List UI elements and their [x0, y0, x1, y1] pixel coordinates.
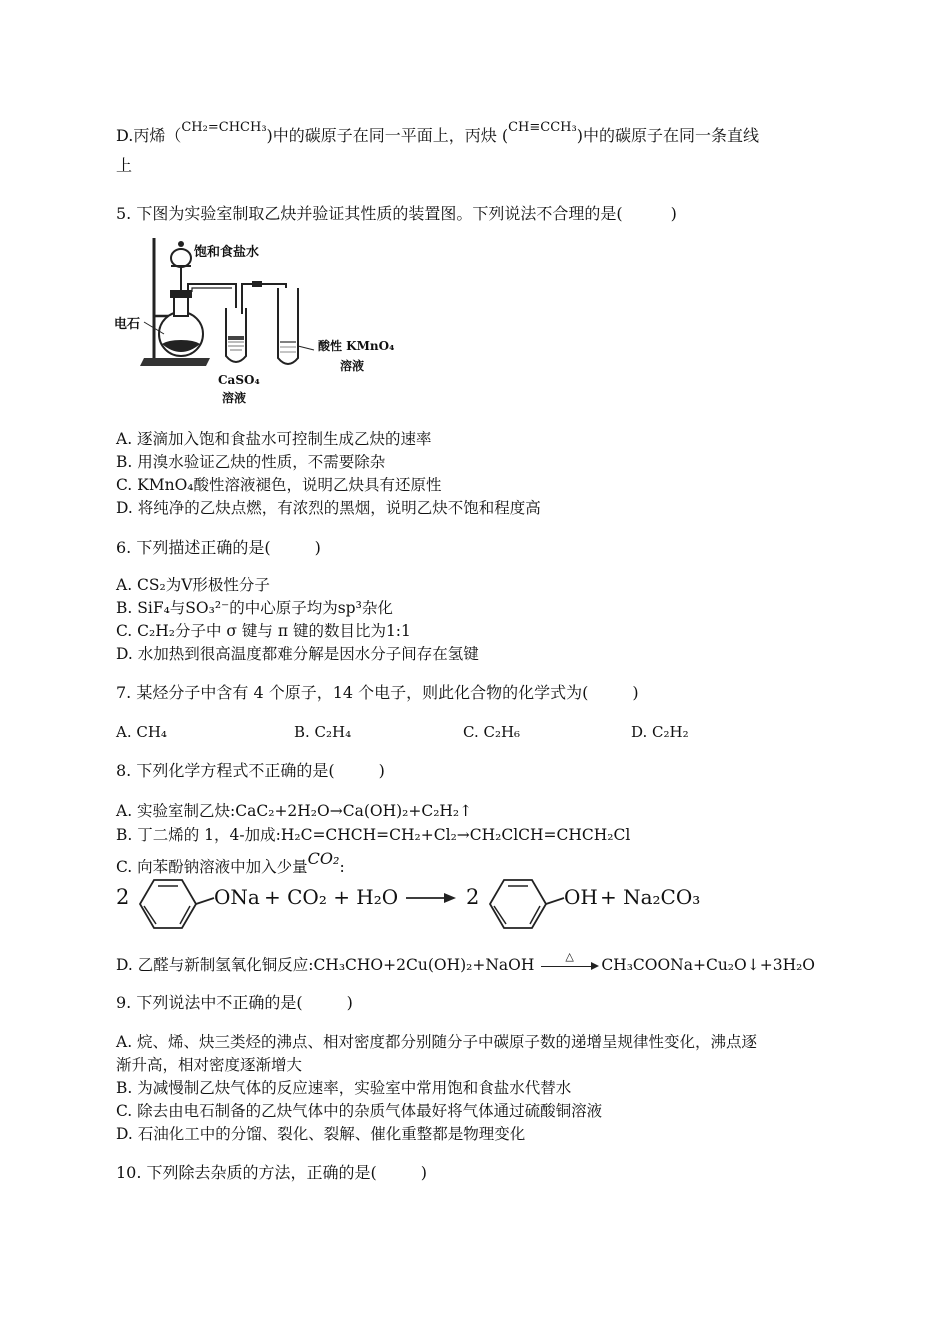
funnel-bulb: [171, 249, 191, 267]
q5-option-d: D. 将纯净的乙炔点燃，有浓烈的黑烟，说明乙炔不饱和程度高: [116, 499, 541, 517]
q4-d-formula-1: CH₂=CHCH₃: [181, 120, 267, 135]
q5-stem-end: ): [670, 204, 677, 223]
label-tube2-a: 酸性 KMnO₄: [318, 339, 395, 353]
funnel-top: [178, 241, 184, 247]
q9-option-c: C. 除去由电石制备的乙炔气体中的杂质气体最好将气体通过硫酸铜溶液: [116, 1102, 603, 1120]
q8-d-right: CH₃COONa+Cu₂O↓+3H₂O: [601, 956, 816, 974]
q4-option-d: [116, 120, 759, 148]
q6-stem: [116, 538, 321, 558]
eq-coef-1: 2: [116, 885, 130, 909]
q9-option-a: A. 烷、烯、炔三类烃的沸点、相对密度都分别随分子中碳原子数的递增呈规律性变化，沸点逐: [116, 1033, 758, 1051]
q9-stem-end: ): [346, 993, 353, 1012]
q5-stem-text: 5. 下图为实验室制取乙炔并验证其性质的装置图。下列说法不合理的是(: [116, 204, 623, 223]
q10-stem: [116, 1163, 427, 1183]
eq-plus-2: + Na₂CO₃: [600, 885, 701, 909]
benzene-ring-1: [140, 880, 196, 928]
label-tube1-b: 溶液: [222, 391, 247, 405]
phenol-equation: [114, 874, 714, 946]
q4-option-d-continued: 上: [116, 156, 133, 175]
q7-stem-end: ): [632, 683, 639, 702]
eq-coef-2: 2: [466, 885, 480, 909]
q5-option-a: A. 逐滴加入饱和食盐水可控制生成乙炔的速率: [116, 430, 432, 448]
q5-option-b: B. 用溴水验证乙炔的性质，不需要除杂: [116, 453, 386, 471]
q7-stem-text: 7. 某烃分子中含有 4 个原子，14 个电子，则此化合物的化学式为(: [116, 683, 589, 702]
q8-option-b: B. 丁二烯的 1，4-加成:H₂C=CHCH=CH₂+Cl₂→CH₂ClCH=CHCH₂Cl: [116, 826, 631, 844]
q9-stem-text: 9. 下列说法中不正确的是(: [116, 993, 303, 1012]
q6-stem-end: ): [314, 538, 321, 557]
benzene-ring-2: [490, 880, 546, 928]
q8-c-formula: CO₂: [307, 849, 340, 868]
q7-option-b: B. C₂H₄: [294, 723, 352, 741]
q9-option-b: B. 为减慢制乙炔气体的反应速率，实验室中常用饱和食盐水代替水: [116, 1079, 572, 1097]
q8-option-a: A. 实验室制乙炔:CaC₂+2H₂O→Ca(OH)₂+C₂H₂↑: [116, 802, 473, 820]
eq-plus-1: + CO₂ + H₂O: [264, 885, 399, 909]
q8-stem: [116, 761, 385, 781]
q8-option-c-text: C. 向苯酚钠溶液中加入少量: [116, 858, 308, 876]
q8-d-condition: △: [565, 950, 574, 963]
q8-c-colon: :: [339, 858, 345, 876]
eq-sub-1: ONa: [214, 885, 260, 909]
q6-option-a: A. CS₂为V形极性分子: [116, 576, 270, 594]
q8-stem-end: ): [378, 761, 385, 780]
q4-d-text-1: D.丙烯（: [116, 126, 182, 145]
q4-d-text-3: )中的碳原子在同一条直线: [576, 126, 759, 145]
q9-option-d: D. 石油化工中的分馏、裂化、裂解、催化重整都是物理变化: [116, 1125, 526, 1143]
q4-d-text-2: )中的碳原子在同一平面上，丙炔 (: [266, 126, 509, 145]
q8-stem-text: 8. 下列化学方程式不正确的是(: [116, 761, 335, 780]
q4-d-formula-2: CH≡CCH₃: [508, 120, 577, 135]
eq-sub-2: OH: [564, 885, 598, 909]
label-solid: 电石: [114, 317, 141, 332]
label-tube2-b: 溶液: [340, 359, 365, 373]
q5-stem: [116, 204, 677, 224]
q8-option-d: [116, 950, 816, 975]
label-tube1-a: CaSO₄: [218, 373, 260, 387]
q7-option-d: D. C₂H₂: [631, 723, 689, 741]
q5-option-c: C. KMnO₄酸性溶液褪色，说明乙炔具有还原性: [116, 476, 442, 494]
q9-option-a-continued: 渐升高，相对密度逐渐增大: [116, 1056, 303, 1074]
q6-option-d: D. 水加热到很高温度都难分解是因水分子间存在氢键: [116, 645, 479, 663]
test-tube-2: [278, 288, 298, 364]
q6-option-c: C. C₂H₂分子中 σ 键与 π 键的数目比为1:1: [116, 622, 411, 640]
q6-stem-text: 6. 下列描述正确的是(: [116, 538, 271, 557]
test-tube-1: [226, 308, 246, 362]
q7-option-c: C. C₂H₆: [463, 723, 521, 741]
q7-stem: [116, 683, 639, 703]
q8-d-arrow: [539, 950, 601, 973]
apparatus-diagram: [114, 236, 414, 411]
q6-option-b: B. SiF₄与SO₃²⁻的中心原子均为sp³杂化: [116, 599, 393, 617]
label-funnel: 饱和食盐水: [194, 245, 260, 260]
stand-base: [140, 358, 210, 366]
q9-stem: [116, 993, 353, 1013]
q10-stem-text: 10. 下列除去杂质的方法，正确的是(: [116, 1163, 377, 1182]
q7-option-a: A. CH₄: [116, 723, 167, 741]
q8-d-left: D. 乙醛与新制氢氧化铜反应:CH₃CHO+2Cu(OH)₂+NaOH: [116, 956, 535, 974]
q10-stem-end: ): [420, 1163, 428, 1182]
